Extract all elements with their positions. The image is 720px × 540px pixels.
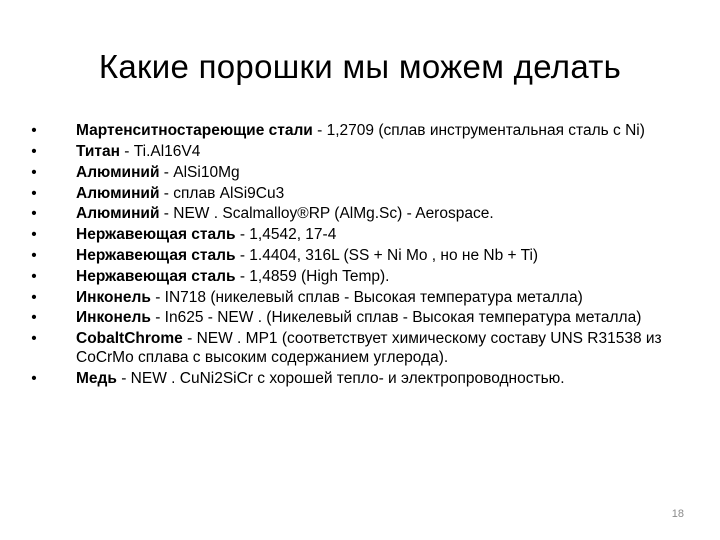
- item-heading: Мартенситностареющие стали: [76, 122, 313, 139]
- page-number: 18: [671, 508, 684, 520]
- item-text: - AlSi10Mg: [159, 163, 240, 181]
- list-item: [20, 369, 700, 388]
- item-text: - NEW . CuNi2SiCr с хорошей тепло- и электропроводностью.: [116, 370, 565, 388]
- item-heading: Медь: [76, 370, 117, 388]
- bullet-icon: •: [31, 205, 37, 223]
- bullet-icon: •: [31, 330, 37, 348]
- item-heading: Алюминий: [76, 163, 160, 181]
- item-heading: CobaltChrome: [76, 330, 183, 348]
- list-item: [20, 163, 700, 182]
- list-item: [20, 184, 700, 203]
- list-item: [20, 142, 700, 161]
- item-heading: Нержавеющая сталь: [76, 267, 236, 285]
- item-text: - NEW . MP1 (соответствует химическому составу UNS R31538 из CoCrMo сплава с высоким содержанием углерода).: [76, 330, 662, 367]
- item-heading: Титан: [76, 143, 120, 160]
- bullet-icon: •: [31, 226, 37, 244]
- item-text: - Ti.Al16V4: [119, 143, 201, 160]
- list-item: [20, 288, 700, 307]
- item-text: - 1,4542, 17-4: [235, 226, 337, 244]
- bullet-list: [20, 121, 700, 390]
- item-text: - сплав AlSi9Cu3: [159, 184, 285, 202]
- item-heading: Алюминий: [76, 184, 160, 202]
- bullet-icon: •: [31, 288, 37, 306]
- bullet-icon: •: [31, 122, 37, 139]
- item-text: - 1,2709 (сплав инструментальная сталь с Ni): [312, 122, 645, 139]
- item-heading: Нержавеющая сталь: [76, 226, 236, 244]
- item-heading: Нержавеющая сталь: [76, 246, 236, 264]
- item-heading: Алюминий: [76, 205, 160, 223]
- slide-title: Какие порошки мы можем делать: [98, 48, 622, 85]
- list-item: [20, 267, 700, 286]
- bullet-icon: •: [31, 267, 37, 285]
- item-text: - NEW . Scalmalloy®RP (AlMg.Sc) - Aerospace.: [159, 205, 494, 223]
- item-text: - 1.4404, 316L (SS + Ni Mo , но не Nb + Ti): [235, 246, 539, 264]
- bullet-icon: •: [31, 309, 37, 327]
- list-item: [20, 121, 700, 140]
- list-item: [20, 225, 700, 244]
- bullet-icon: •: [31, 143, 37, 160]
- bullet-icon: •: [31, 184, 37, 202]
- list-item: [20, 329, 700, 367]
- item-text: - In625 - NEW . (Никелевый сплав - Высокая температура металла): [150, 309, 642, 327]
- list-item: [20, 246, 700, 265]
- list-item: [20, 308, 700, 327]
- item-heading: Инконель: [76, 309, 151, 327]
- bullet-icon: •: [31, 246, 37, 264]
- list-item: [20, 204, 700, 223]
- item-text: - IN718 (никелевый сплав - Высокая температура металла): [150, 288, 583, 306]
- item-heading: Инконель: [76, 288, 151, 306]
- item-text: - 1,4859 (High Temp).: [235, 267, 390, 285]
- bullet-icon: •: [31, 370, 37, 388]
- bullet-icon: •: [31, 163, 37, 181]
